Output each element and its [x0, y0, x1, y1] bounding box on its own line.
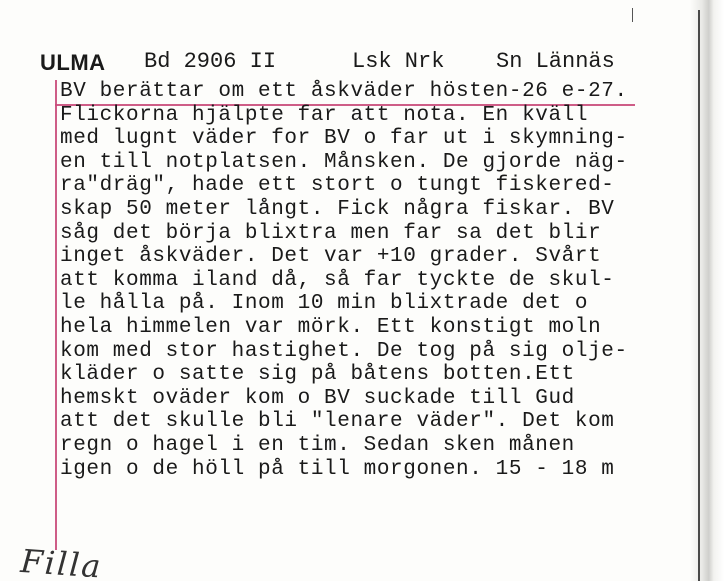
text-line: skap 50 meter långt. Fick några fiskar. BV — [60, 197, 615, 221]
transcript-text — [60, 80, 660, 481]
place-name: ULMA — [40, 50, 106, 75]
text-line: att komma iland då, så far tyckte de skul- — [60, 268, 615, 292]
text-line: att det skulle bli "lenare väder". Det kom — [60, 410, 615, 434]
text-line: såg det börja blixtra men far sa det blir — [60, 221, 602, 245]
handwritten-note: Filla — [19, 542, 104, 586]
margin-rule — [55, 80, 57, 550]
scan-edge-line — [698, 10, 700, 581]
card-header — [40, 49, 680, 79]
text-line: med lugnt väder for BV o far ut i skymning- — [60, 127, 628, 151]
text-line: Flickorna hjälpte far att nota. En kväll — [60, 103, 589, 127]
scan-mark — [632, 8, 633, 22]
text-line: igen o de höll på till morgonen. 15 - 18 m — [60, 457, 615, 481]
text-line: hemskt oväder kom o BV suckade till Gud — [60, 386, 575, 410]
scan-edge — [690, 0, 724, 581]
parish-name: Sn Lännäs — [496, 49, 615, 74]
text-line: kom med stor hastighet. De tog på sig olje- — [60, 339, 628, 363]
text-line: BV berättar om ett åskväder hösten-26 e-27. — [60, 80, 628, 103]
record-type: Lsk Nrk — [352, 49, 445, 74]
text-line: en till notplatsen. Månsken. De gjorde näg- — [60, 150, 628, 174]
text-line: kläder o satte sig på båtens botten.Ett — [60, 363, 575, 387]
text-line: regn o hagel i en tim. Sedan sken månen — [60, 433, 575, 457]
text-line: le hålla på. Inom 10 min blixtrade det o — [60, 292, 589, 316]
record-reference: Bd 2906 II — [144, 49, 277, 74]
text-line: hela himmelen var mörk. Ett konstigt moln — [60, 315, 602, 339]
text-line: ra"dräg", hade ett stort o tungt fiskered- — [60, 174, 615, 198]
text-line: inget åskväder. Det var +10 grader. Svårt — [60, 245, 602, 269]
